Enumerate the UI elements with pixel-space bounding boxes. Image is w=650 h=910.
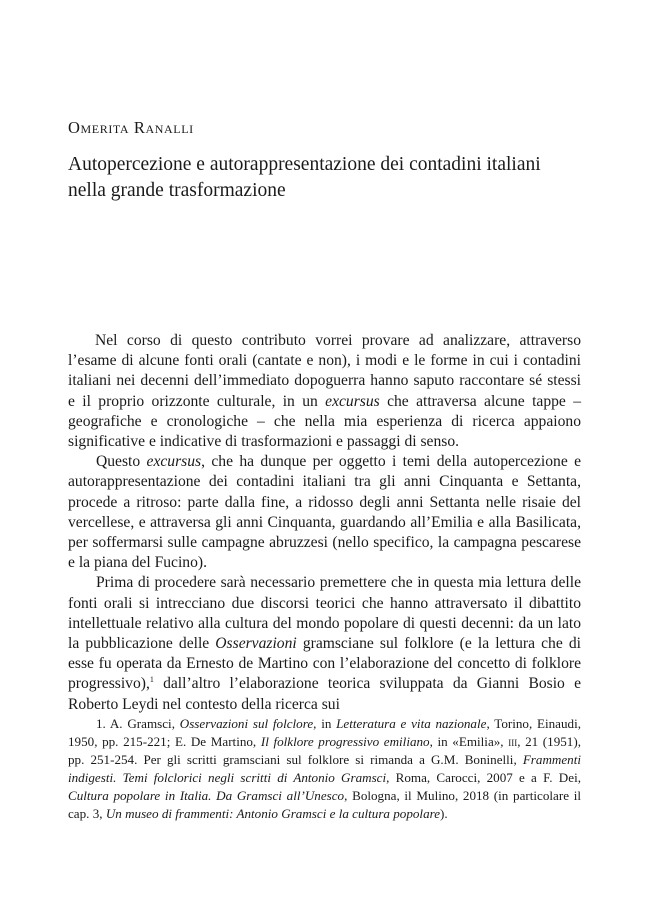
- paragraph-2-text-c: , che ha dunque per oggetto i temi della autopercezione e autorappresentazione dei contadini italiani tra gli anni Cinquanta e Settanta, procede a ritroso: parte dalla fine, a ridosso degli anni Settanta nelle risaie del vercellese, e attraversa gli anni Cinquanta, guardando all’Emilia e alla Basilicata, per soffermarsi sulle campagne abruzzesi (nello specifico, la campagna pescarese e la piana del Fucino).: [68, 453, 582, 572]
- footnote-italic: Osservazioni sul folclore: [179, 716, 314, 731]
- footnote-italic: Frammenti indigesti. Temi folclorici negli scritti di Antonio Gramsci: [68, 752, 581, 786]
- footnote-text: , Torino, Einaudi, 1950, pp. 215-221; E. De Martino,: [68, 716, 581, 750]
- main-text: [68, 331, 581, 715]
- footnote-1: [68, 715, 581, 824]
- footnotes: [68, 715, 581, 824]
- footnote-text: , Roma, Carocci, 2007 e a F. Dei,: [386, 770, 581, 786]
- paragraph-2: [68, 452, 581, 573]
- footnote-reference: 1: [149, 675, 154, 685]
- footnote-text: , Bologna, il Mulino, 2018 (in particolare il cap. 3,: [68, 788, 581, 822]
- paragraph-1-text-a: Nel corso di questo contributo vorrei provare ad analizzare, attraverso l’esame di alcune fonti orali (cantate e non), i modi e le forme in cui i contadini italiani nei decenni dell’immediato dopoguerra hanno saputo raccontare sé stessi e il proprio orizzonte culturale, in un: [68, 332, 581, 410]
- footnote-text: ).: [440, 806, 448, 822]
- footnote-text: , in «Emilia»,: [429, 734, 509, 750]
- chapter-title-line-2: nella grande trasformazione: [68, 180, 286, 201]
- paragraph-2-italic: excursus: [146, 453, 202, 471]
- footnote-italic: Letteratura e vita nazionale: [336, 716, 487, 731]
- author-name: Omerita Ranalli: [68, 118, 194, 137]
- paragraph-3-italic: Osservazioni: [215, 635, 297, 653]
- paragraph-1: [68, 331, 581, 452]
- paragraph-3: [68, 573, 581, 714]
- footnote-text: 1. A. Gramsci,: [96, 716, 180, 731]
- paragraph-1-text-c: che attraversa alcune tappe – geografiche e cronologiche – che nella mia esperienza di ricerca appaiono significative e indicative di trasformazioni e passaggi di senso.: [68, 392, 581, 451]
- paragraph-3-text-a: Prima di procedere sarà necessario premettere che in questa mia lettura delle fonti orali si intrecciano due discorsi teorici che hanno attraversato il dibattito intellettuale relativo alla cultura del mondo popolare di questi decenni: da un lato la pubblicazione delle: [68, 574, 581, 653]
- footnote-text: , 21 (1951), pp. 251-254. Per gli scritti gramsciani sul folklore si rimanda a G.M. Boninelli,: [68, 734, 581, 768]
- footnote-italic: Un museo di frammenti: Antonio Gramsci e la cultura popolare: [105, 806, 441, 822]
- paragraph-1-italic: excursus: [325, 392, 380, 410]
- chapter-title-line-1: Autopercezione e autorappresentazione dei contadini italiani: [68, 154, 541, 175]
- paragraph-3-text-c: gramsciane sul folklore (e la lettura che di esse fu operata da Ernesto de Martino con l’elaborazione del concetto di folklore progressivo),: [68, 635, 581, 693]
- paragraph-3-text-d: dall’altro l’elaborazione teorica sviluppata da Gianni Bosio e Roberto Leydi nel contesto della ricerca sui: [68, 675, 581, 713]
- footnote-italic: Cultura popolare in Italia. Da Gramsci all’Unesco: [68, 788, 345, 804]
- chapter-title: [68, 152, 588, 204]
- footnote-text: , in: [313, 716, 337, 731]
- paragraph-2-text-a: Questo: [96, 453, 147, 471]
- footnote-italic: Il folklore progressivo emiliano: [260, 734, 430, 750]
- footnote-volume-numeral: iii: [508, 734, 518, 750]
